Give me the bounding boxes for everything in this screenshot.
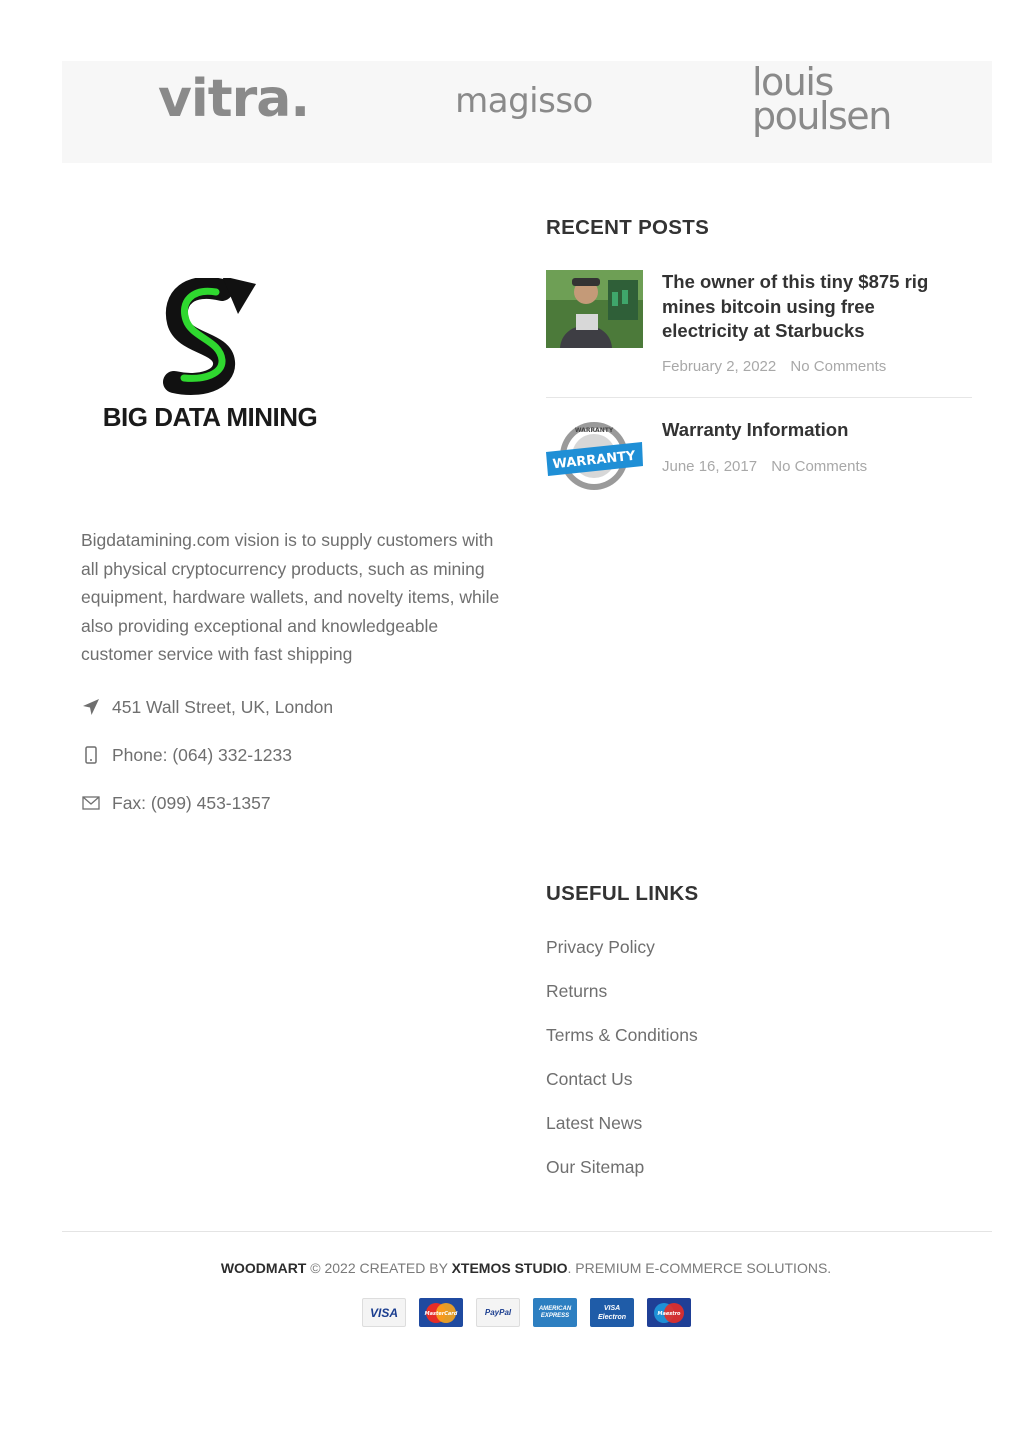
- post-meta: [662, 358, 886, 375]
- post-thumbnail[interactable]: [546, 270, 643, 348]
- link-latest-news[interactable]: Latest News: [546, 1113, 643, 1133]
- copyright-year-text: 2022 CREATED BY: [324, 1260, 448, 1276]
- useful-links-title: USEFUL LINKS: [546, 882, 699, 905]
- post-title-link[interactable]: Warranty Information: [662, 419, 849, 440]
- copyright-studio-link[interactable]: XTEMOS STUDIO: [451, 1260, 568, 1276]
- post-comments-link[interactable]: No Comments: [771, 458, 868, 475]
- link-our-sitemap[interactable]: Our Sitemap: [546, 1157, 645, 1177]
- brand-logo-louis-poulsen-line1: louis: [752, 60, 833, 104]
- envelope-icon: [81, 793, 101, 813]
- contact-fax: [81, 791, 271, 815]
- brand-logo-louis-poulsen-line2: poulsen: [752, 94, 891, 138]
- post-date: June 16, 2017: [662, 458, 758, 475]
- copyright-line: [0, 1260, 1024, 1276]
- mastercard-card-icon: [419, 1298, 463, 1327]
- contact-fax-text: Fax: (099) 453-1357: [112, 792, 271, 813]
- footer-divider: [62, 1231, 992, 1232]
- location-arrow-icon: [81, 697, 101, 717]
- logo-s-arrow-icon: [160, 278, 260, 403]
- post-thumbnail[interactable]: [546, 418, 643, 496]
- contact-phone-text: Phone: (064) 332-1233: [112, 744, 292, 765]
- contact-address: [81, 695, 333, 719]
- visa-electron-card-icon: VISA Electron: [590, 1298, 634, 1327]
- brand-strip: [62, 61, 992, 163]
- link-returns[interactable]: Returns: [546, 981, 608, 1001]
- copyright-tagline: . PREMIUM E-COMMERCE SOLUTIONS.: [567, 1260, 832, 1276]
- warranty-badge-text: WARRANTY: [551, 448, 637, 473]
- link-contact-us[interactable]: Contact Us: [546, 1069, 633, 1089]
- logo-text: BIG DATA MINING: [102, 402, 318, 432]
- visa-card-icon: VISA: [362, 1298, 406, 1327]
- brand-logo-magisso[interactable]: magisso: [455, 81, 593, 121]
- link-terms-conditions[interactable]: Terms & Conditions: [546, 1025, 698, 1045]
- recent-post-item: [546, 418, 972, 498]
- amex-card-icon: AMERICAN EXPRESS: [533, 1298, 577, 1327]
- paypal-card-icon: PayPal: [476, 1298, 520, 1327]
- recent-post-item: [546, 270, 972, 398]
- about-text: Bigdatamining.com vision is to supply customers with all physical cryptocurrency products, such as mining equipment, hardware wallets, and novelty items, while also providing exceptional and knowledgeable customer service with fast shipping: [81, 530, 500, 664]
- brand-logo-louis-poulsen[interactable]: [752, 60, 902, 138]
- warranty-ring-text: WARRANTY: [574, 427, 614, 434]
- maestro-card-icon: [647, 1298, 691, 1327]
- contact-address-text: 451 Wall Street, UK, London: [112, 696, 334, 717]
- post-comments-link[interactable]: No Comments: [790, 358, 887, 375]
- post-title-link[interactable]: The owner of this tiny $875 rig mines bitcoin using free electricity at Starbucks: [662, 271, 929, 341]
- copyright-brand-link[interactable]: WOODMART: [220, 1260, 307, 1276]
- copyright-symbol: ©: [310, 1260, 321, 1276]
- payment-methods: [362, 1298, 691, 1327]
- phone-icon: [81, 745, 101, 765]
- contact-phone: [81, 743, 292, 767]
- link-privacy-policy[interactable]: Privacy Policy: [546, 937, 655, 957]
- recent-posts-title: RECENT POSTS: [546, 216, 710, 239]
- site-logo[interactable]: [100, 278, 320, 443]
- post-date: February 2, 2022: [662, 358, 777, 375]
- svg-text:MasterCard: MasterCard: [424, 1310, 458, 1317]
- brand-logo-vitra[interactable]: vitra.: [158, 69, 310, 129]
- post-meta: [662, 458, 867, 475]
- svg-text:Maestro: Maestro: [657, 1310, 681, 1317]
